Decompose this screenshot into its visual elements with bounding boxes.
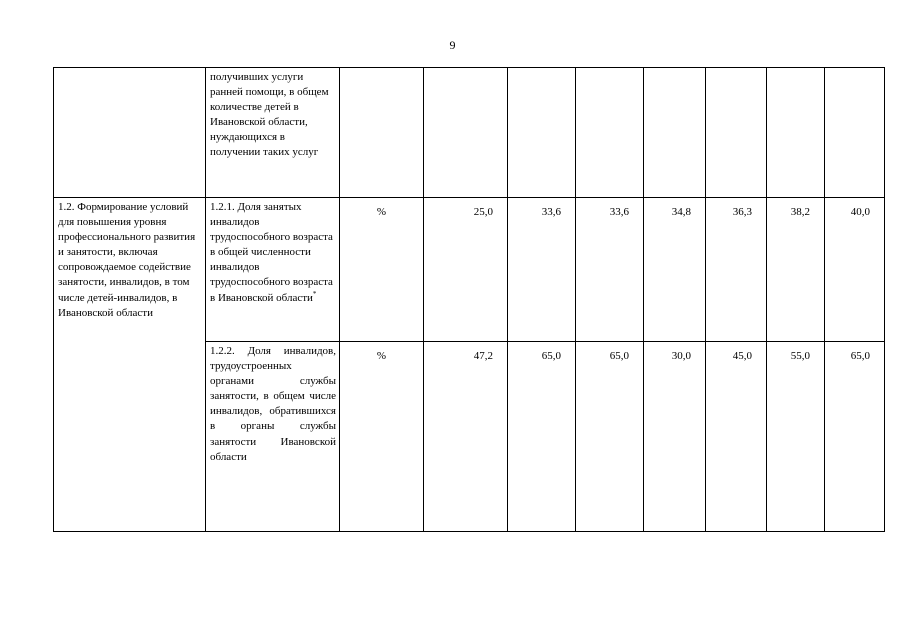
- value-cell: 55,0: [767, 342, 825, 532]
- page-number: 9: [449, 38, 456, 52]
- goal-cell: 1.2. Формирование условий для повышения уровня профессионального развития и занятости, включая сопровождаемое содействие занятости, инвалидов, в том числе детей-инвалидов, в Ивановской области: [54, 198, 206, 532]
- value-cell: 65,0: [576, 342, 644, 532]
- value-cell: 45,0: [706, 342, 767, 532]
- table-row: [54, 68, 885, 198]
- value-cell: [576, 68, 644, 198]
- value-cell: 30,0: [644, 342, 706, 532]
- value-cell: [508, 68, 576, 198]
- indicator-cell: [206, 198, 340, 342]
- value-cell: [424, 68, 508, 198]
- indicator-cell: [206, 68, 340, 198]
- table-row: [54, 198, 885, 342]
- goal-cell: [54, 68, 206, 198]
- unit-cell: %: [340, 198, 424, 342]
- value-cell: 33,6: [576, 198, 644, 342]
- indicator-text: 1.2.1. Доля занятых инвалидов трудоспособного возраста в общей численности инвалидов трудоспособного возраста в Ивановской области: [210, 201, 333, 304]
- value-cell: 33,6: [508, 198, 576, 342]
- value-cell: 25,0: [424, 198, 508, 342]
- value-cell: 36,3: [706, 198, 767, 342]
- value-cell: [644, 68, 706, 198]
- value-cell: 40,0: [825, 198, 885, 342]
- indicator-text: 1.2.2. Доля инвалидов, трудоустроенных органами службы занятости, в общем числе инвалидов, обратившихся в органы службы занятости Ивановской области: [210, 345, 336, 463]
- value-cell: 38,2: [767, 198, 825, 342]
- indicator-text: получивших услуги ранней помощи, в общем количестве детей в Ивановской области, нуждающихся в получении таких услуг: [210, 71, 329, 159]
- unit-cell: %: [340, 342, 424, 532]
- value-cell: [706, 68, 767, 198]
- indicator-cell: [206, 342, 340, 532]
- footnote-mark: *: [312, 289, 317, 298]
- value-cell: 65,0: [508, 342, 576, 532]
- value-cell: [825, 68, 885, 198]
- unit-cell: [340, 68, 424, 198]
- value-cell: 47,2: [424, 342, 508, 532]
- value-cell: [767, 68, 825, 198]
- value-cell: 34,8: [644, 198, 706, 342]
- indicators-table: [53, 67, 885, 532]
- value-cell: 65,0: [825, 342, 885, 532]
